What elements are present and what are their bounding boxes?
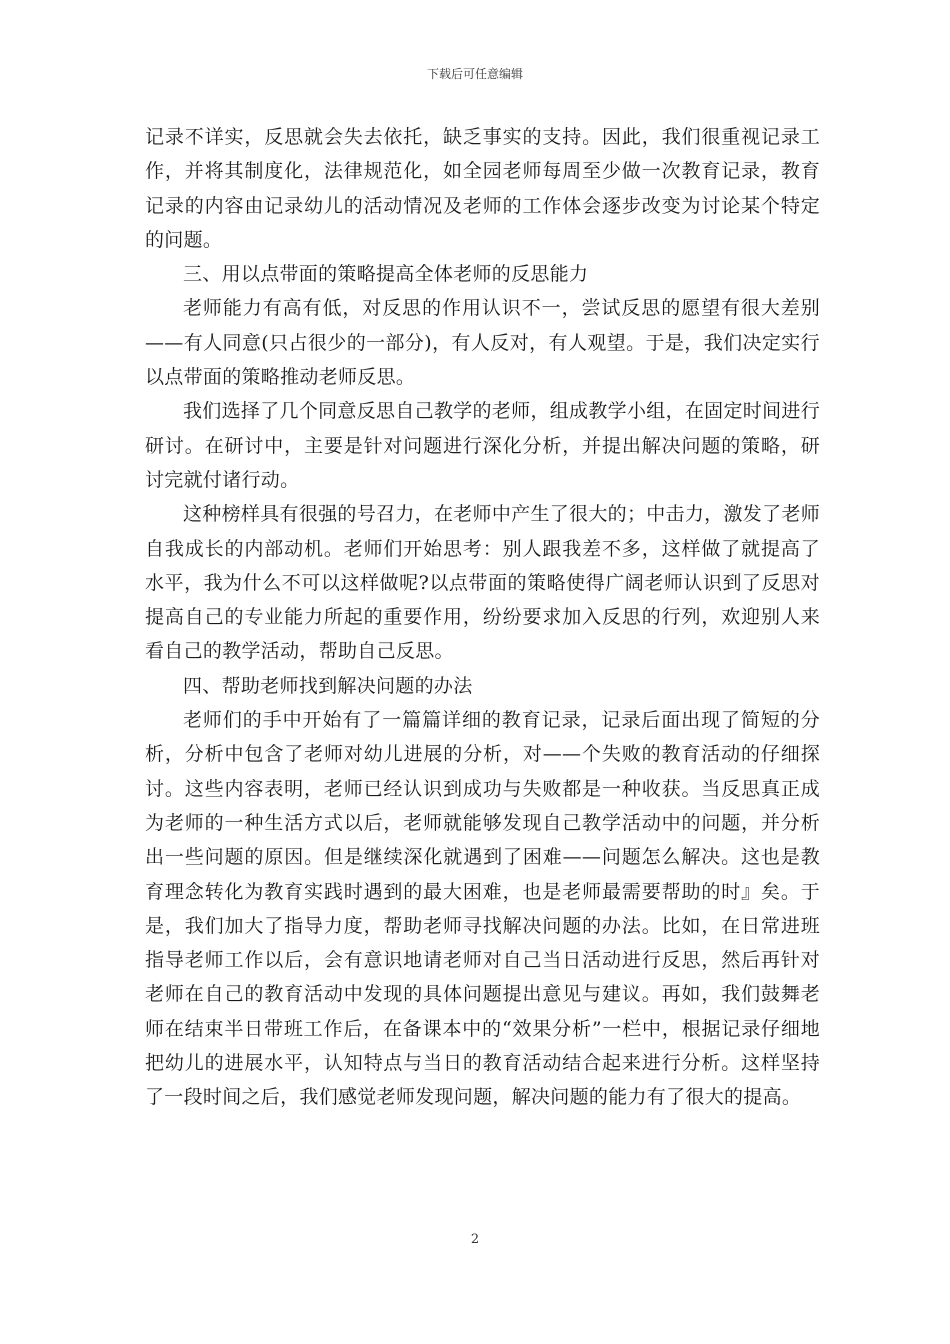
section-heading-4: 四、帮助老师找到解决问题的办法 (183, 674, 473, 697)
paragraph: 老师能力有高有低，对反思的作用认识不一，尝试反思的愿望有很大差别——有人同意(只占很少的一部分)，有人反对，有人观望。于是，我们决定实行以点带面的策略推动老师反思。 (145, 297, 820, 389)
document-body (145, 120, 820, 1115)
section-heading-3: 三、用以点带面的策略提高全体老师的反思能力 (183, 263, 589, 286)
page-number: 2 (470, 1232, 480, 1247)
paragraph: 老师们的手中开始有了一篇篇详细的教育记录，记录后面出现了简短的分析，分析中包含了老师对幼儿进展的分析，对——个失败的教育活动的仔细探讨。这些内容表明，老师已经认识到成功与失败都是一种收获。当反思真正成为老师的一种生活方式以后，老师就能够发现自己教学活动中的问题，并分析出一些问题的原因。但是继续深化就遇到了困难——问题怎么解决。这也是教育理念转化为教育实践时遇到的最大困难，也是老师最需要帮助的时』矣。于是，我们加大了指导力度，帮助老师寻找解决问题的办法。比如，在日常进班指导老师工作以后，会有意识地请老师对自己当日活动进行反思，然后再针对老师在自己的教育活动中发现的具体问题提出意见与建议。再如，我们鼓舞老师在结束半日带班工作后，在备课本中的“效果分析”一栏中，根据记录仔细地把幼儿的进展水平，认知特点与当日的教育活动结合起来进行分析。这样坚持了一段时间之后，我们感觉老师发现问题，解决问题的能力有了很大的提高。 (145, 709, 820, 1109)
page-header: 下载后可任意编辑 (426, 67, 523, 81)
paragraph-continued: 记录不详实，反思就会失去依托，缺乏事实的支持。因此，我们很重视记录工作，并将其制度化，法律规范化，如全园老师每周至少做一次教育记录，教育记录的内容由记录幼儿的活动情况及老师的工作体会逐步改变为讨论某个特定的问题。 (145, 126, 820, 251)
paragraph: 我们选择了几个同意反思自己教学的老师，组成教学小组，在固定时间进行研讨。在研讨中，主要是针对问题进行深化分析，并提出解决问题的策略，研讨完就付诸行动。 (145, 400, 820, 491)
paragraph: 这种榜样具有很强的号召力，在老师中产生了很大的；中击力，激发了老师自我成长的内部动机。老师们开始思考：别人跟我差不多，这样做了就提高了水平，我为什么不可以这样做呢?以点带面的策略使得广阔老师认识到了反思对提高自己的专业能力所起的重要作用，纷纷要求加入反思的行列，欢迎别人来看自己的教学活动，帮助自己反思。 (145, 503, 820, 663)
